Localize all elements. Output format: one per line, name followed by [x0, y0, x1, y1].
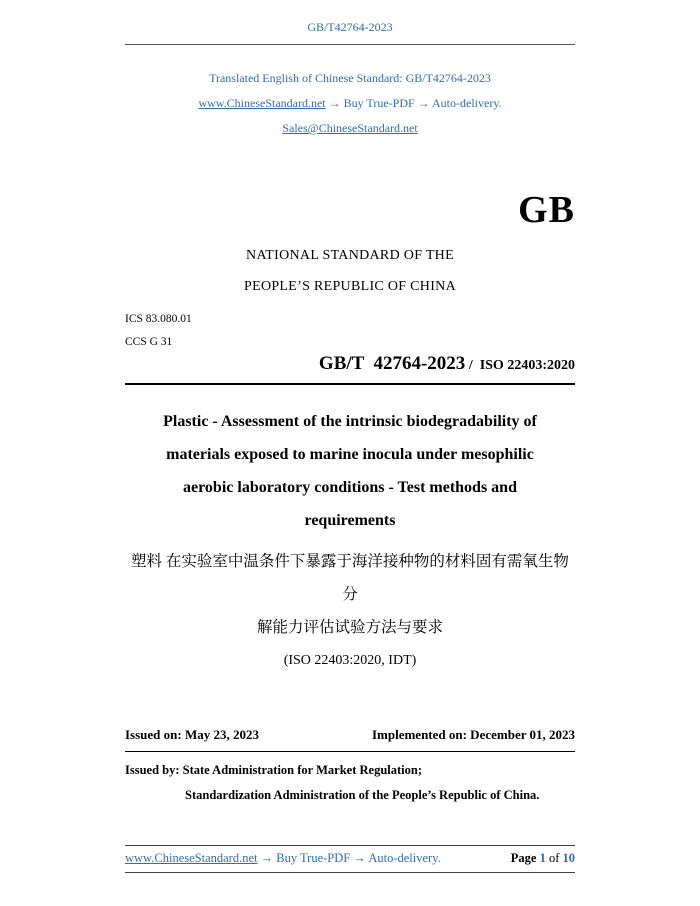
dates-rule: [125, 751, 575, 752]
standard-number-line: [125, 353, 575, 375]
title-line: aerobic laboratory conditions - Test methods and: [183, 479, 517, 496]
national-standard-line2: PEOPLE’S REPUBLIC OF CHINA: [244, 279, 456, 294]
title-rule: [125, 383, 575, 385]
issued-by-line1: Issued by: State Administration for Market Regulation;: [125, 763, 422, 777]
title-line: Plastic - Assessment of the intrinsic biodegradability of: [163, 413, 537, 430]
arrow-right-icon: →: [353, 851, 366, 865]
page-footer: [125, 845, 575, 873]
header-doc-ref: GB/T42764-2023: [307, 20, 393, 34]
footer-site-link[interactable]: www.ChineseStandard.net: [125, 851, 258, 865]
implemented-on-date: Implemented on: December 01, 2023: [371, 727, 575, 742]
email-line: [125, 121, 575, 136]
of-label: of: [548, 851, 560, 865]
promo-block: [125, 71, 575, 136]
title-english: [125, 405, 575, 537]
page-indicator: [511, 851, 575, 866]
footer-auto-delivery-text: Auto-delivery.: [368, 851, 441, 865]
title-chinese: [125, 545, 575, 644]
auto-delivery-text: Auto-delivery.: [432, 96, 502, 110]
arrow-right-icon: →: [417, 96, 430, 110]
buy-line: [125, 96, 575, 111]
arrow-right-icon: →: [260, 851, 274, 865]
issued-on-date: Issued on: May 23, 2023: [125, 727, 259, 742]
issued-by-line2: Standardization Administration of the People’s Republic of China.: [185, 788, 540, 802]
title-line: materials exposed to marine inocula under mesophilic: [166, 446, 534, 463]
standard-number: GB/T 42764-2023: [318, 353, 466, 374]
footer-buy-line: [125, 851, 441, 866]
buy-true-pdf-text: Buy True-PDF: [343, 96, 415, 110]
issued-by-block: [125, 758, 575, 808]
translated-standard-line: Translated English of Chinese Standard: GB/T42764-2023: [209, 71, 491, 85]
title-line: requirements: [304, 512, 396, 529]
current-page-number: 1: [539, 851, 546, 865]
gb-logo: GB: [518, 189, 575, 231]
header-rule: [125, 44, 575, 45]
page-label: Page: [510, 851, 537, 865]
iso-reference: / ISO 22403:2020: [465, 358, 575, 373]
arrow-right-icon: →: [328, 96, 341, 110]
national-standard-line1: NATIONAL STANDARD OF THE: [246, 248, 454, 263]
total-page-number: 10: [562, 851, 575, 865]
site-link[interactable]: www.ChineseStandard.net: [198, 96, 326, 110]
title-cn-line: 解能力评估试验方法与要求: [256, 619, 443, 636]
ccs-code: CCS G 31: [125, 336, 173, 348]
idt-note: (ISO 22403:2020, IDT): [283, 653, 417, 668]
title-cn-line: 塑料 在实验室中温条件下暴露于海洋接种物的材料固有需氧生物分: [131, 553, 569, 603]
footer-buy-true-pdf-text: Buy True-PDF: [276, 851, 351, 865]
ics-code: ICS 83.080.01: [125, 313, 192, 325]
sales-email-link[interactable]: Sales@ChineseStandard.net: [282, 121, 418, 135]
dates-row: [125, 727, 575, 743]
